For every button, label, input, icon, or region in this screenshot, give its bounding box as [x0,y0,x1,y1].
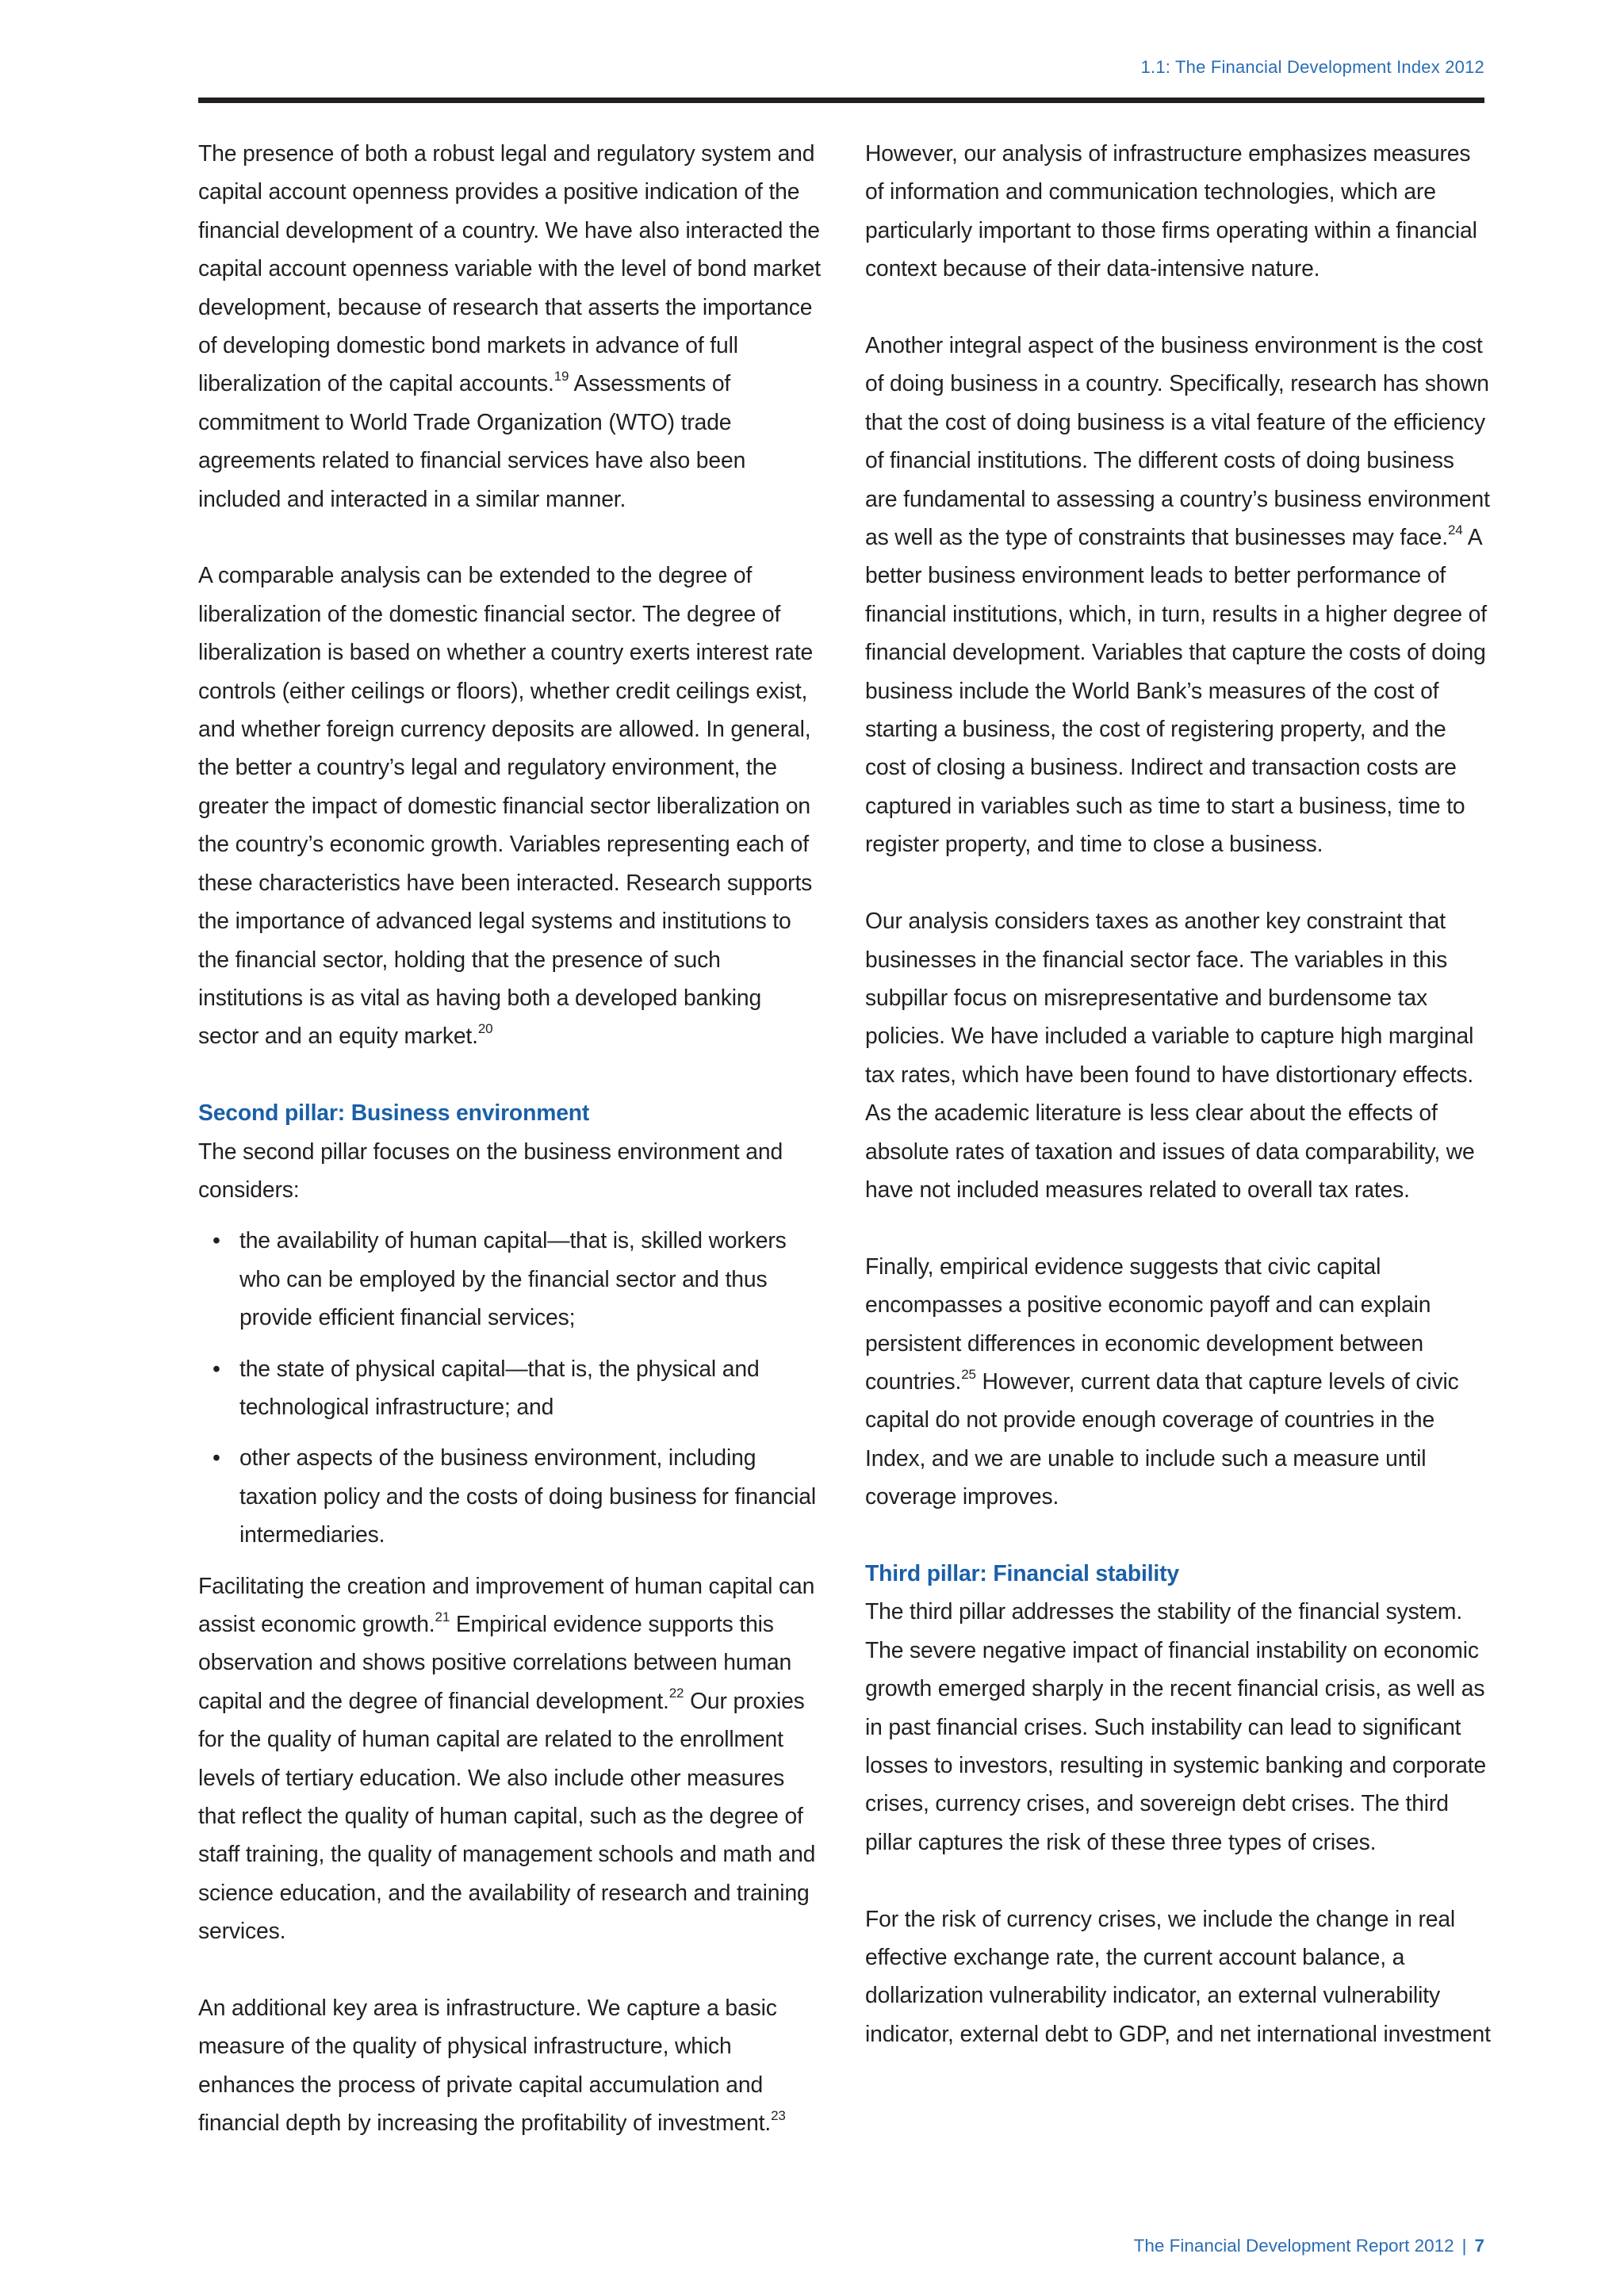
paragraph-text: Our proxies for the quality of human capital are related to the enrollment levels of tertiary education. We also include other measures that reflect the quality of human capital, such as the degree of staff training, the quality of management schools and math and science education, and the availability of research and training services. [198,1687,816,1944]
paragraph: Our analysis considers taxes as another key constraint that businesses in the financial sector face. The variables in this subpillar focus on misrepresentative and burdensome tax policies. We have included a variable to capture high marginal tax rates, which have been found to have distortionary effects. As the academic literature is less clear about the effects of absolute rates of taxation and issues of data comparability, we have not included measures related to overall tax rates. [865,908,1475,1202]
footnote-ref[interactable]: 22 [668,1686,684,1701]
bullet-icon: • [213,1227,220,1253]
list-item-text: other aspects of the business environment, including taxation policy and the costs of doing business for financial intermediaries. [239,1445,817,1548]
paragraph-text: Facilitating the creation and improvement of human capital can assist economic growth. [198,1572,815,1636]
paragraph [198,1988,825,2142]
section-intro: The second pillar focuses on the business environment and considers: [198,1138,783,1202]
running-header: 1.1: The Financial Development Index 2012 [1140,57,1484,77]
paragraph-text: An additional key area is infrastructure. We capture a basic measure of the quality of physical infrastructure, which enhances the process of private capital accumulation and financial depth by increasing the profitability of investment. [198,1995,777,2136]
left-column [198,134,825,2180]
paragraph-text: Assessments of commitment to World Trade Organization (WTO) trade agreements related to financial services have also been included and interacted in a similar manner. [198,370,746,511]
paragraph-text: Empirical evidence supports this observation and shows positive correlations between human capital and the degree of financial development. [198,1611,792,1713]
paragraph-text: Another integral aspect of the business environment is the cost of doing business in a country. Specifically, research has shown that the cost of doing business is a vital feature of the efficiency of financial institutions. The different costs of doing business are fundamental to assessing a country’s business environment as well as the type of constraints that businesses may face. [865,332,1490,550]
footnote-ref[interactable]: 23 [771,2107,786,2123]
section-heading: Third pillar: Financial stability [865,1559,1179,1586]
paragraph [865,326,1492,863]
paragraph [198,134,825,518]
header-rule [198,98,1484,103]
paragraph [198,1567,825,1950]
footnote-ref[interactable]: 19 [553,369,569,385]
list-item-text: the state of physical capital—that is, the physical and technological infrastructure; and [239,1355,760,1419]
footnote-ref[interactable]: 21 [435,1609,450,1624]
page-number: 7 [1474,2236,1484,2256]
paragraph: However, our analysis of infrastructure emphasizes measures of information and communication technologies, which are particularly important to those firms operating within a financial context because of their data-intensive nature. [865,140,1477,281]
bullet-icon: • [213,1355,220,1381]
paragraph-text: A better business environment leads to better performance of financial institutions, which, in turn, results in a higher degree of financial development. Variables that capture the costs of doing business include the World Bank’s measures of the cost of starting a business, the cost of registering property, and the cost of closing a business. Indirect and transaction costs are captured in variables such as time to start a business, time to register property, and time to close a business. [865,524,1487,857]
list-item [198,1349,825,1426]
right-column [865,134,1492,2053]
bullet-icon: • [213,1445,220,1471]
section-heading: Second pillar: Business environment [198,1100,590,1126]
footnote-ref[interactable]: 20 [477,1020,493,1036]
list-item-text: the availability of human capital—that is, skilled workers who can be employed by the financial sector and thus provide efficient financial services; [239,1227,787,1330]
list-item [198,1221,825,1336]
page-footer [1134,2236,1484,2256]
paragraph-text: The presence of both a robust legal and regulatory system and capital account openness provides a positive indication of the financial development of a country. We have also interacted the capital account openness variable with the level of bond market development, because of research that asserts the importance of developing domestic bond markets in advance of full liberalization of the capital accounts. [198,140,821,396]
paragraph-text: A comparable analysis can be extended to the degree of liberalization of the domestic financial sector. The degree of liberalization is based on whether a country exerts interest rate controls (either ceilings or floors), whether credit ceilings exist, and whether foreign currency deposits are allowed. In general, the better a country’s legal and regulatory environment, the greater the impact of domestic financial sector liberalization on the country’s economic growth. Variables representing each of these characteristics have been interacted. Research supports the importance of advanced legal systems and institutions to the financial sector, holding that the presence of such institutions is as vital as having both a developed banking sector and an equity market. [198,562,814,1049]
paragraph [198,556,825,1054]
footer-separator: | [1461,2236,1467,2256]
paragraph-text: Finally, empirical evidence suggests that civic capital encompasses a positive economic payoff and can explain persistent differences in economic development between countries. [865,1253,1431,1394]
report-title: The Financial Development Report 2012 [1133,2236,1454,2256]
paragraph [865,1247,1492,1516]
list-item [198,1438,825,1553]
paragraph-text: However, current data that capture levels of civic capital do not provide enough coverage of countries in the Index, and we are unable to include such a measure until coverage improves. [865,1368,1459,1510]
footnote-ref[interactable]: 25 [961,1366,976,1382]
footnote-ref[interactable]: 24 [1447,522,1463,538]
paragraph: For the risk of currency crises, we include the change in real effective exchange rate, the current account balance, a dollarization vulnerability indicator, an external vulnerability indicator, external debt to GDP, and net international investment [865,1905,1491,2046]
paragraph: The third pillar addresses the stability of the financial system. The severe negative impact of financial instability on economic growth emerged sharply in the recent financial crisis, as well as in past financial crises. Such instability can lead to significant losses to investors, resulting in systemic banking and corporate crises, currency crises, and sovereign debt crises. The third pillar captures the risk of these three types of crises. [865,1598,1487,1854]
bullet-list [198,1221,825,1553]
